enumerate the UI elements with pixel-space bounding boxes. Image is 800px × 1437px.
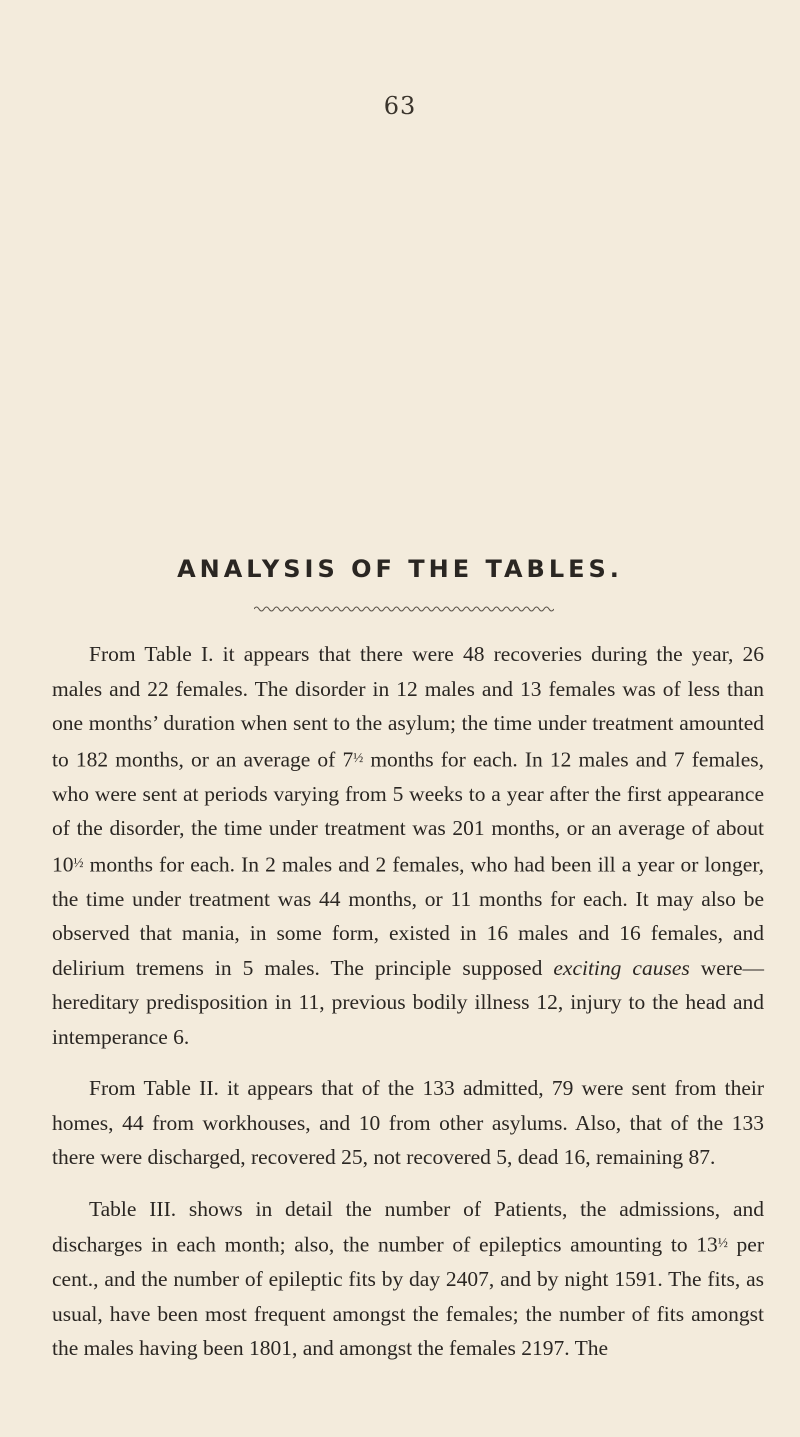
fraction-half: ½ [73, 854, 84, 870]
text-run: were—hereditary predisposition in 11, previous bodily illness 12, injury to the head and intemperance 6. [52, 955, 765, 1049]
text-run: From Table I. it appears that there were 48 recoveries during the year, 26 males and 22 females. The disorder in 12 males and 13 females was of less than one months’ duration when sent to the asylum; the time under treatment amounted to 182 months, or an average of 7 [52, 642, 764, 772]
fraction-half: ½ [353, 749, 364, 765]
body-paragraph [52, 1192, 764, 1366]
italic-phrase: exciting causes [553, 955, 690, 980]
section-heading: ANALYSIS OF THE TABLES. [177, 555, 623, 583]
page-number: 63 [383, 92, 417, 120]
body-paragraph [52, 1071, 764, 1175]
ornamental-wavy-rule [254, 604, 554, 614]
text-run: months for each. In 12 males and 7 females, who were sent at periods varying from 5 weeks to a year after the first appearance of the disorder, the time under treatment was 201 months, or an average of about 10 [52, 747, 764, 877]
text-run: From Table II. it appears that of the 133 admitted, 79 were sent from their homes, 44 from workhouses, and 10 from other asylums. Also, that of the 133 there were discharged, recovered 25, not recovered 5, dead 16, remaining 87. [52, 1076, 764, 1170]
text-run: months for each. In 2 males and 2 females, who had been ill a year or longer, the time under treatment was 44 months, or 11 months for each. It may also be observed that mania, in some form, existed in 16 males and 16 females, and delirium tremens in 5 males. The principle supposed [52, 852, 764, 980]
body-paragraph [52, 637, 764, 1054]
body-text [52, 637, 764, 1366]
text-run: Table III. shows in detail the number of Patients, the admissions, and discharges in each month; also, the number of epileptics amounting to 13 [52, 1196, 764, 1257]
fraction-half: ½ [717, 1235, 728, 1251]
text-run: per cent., and the number of epileptic fits by day 2407, and by night 1591. The fits, as usual, have been most frequent amongst the females; the number of fits amongst the males having been 1801, and amongst the females 2197. The [52, 1232, 764, 1361]
